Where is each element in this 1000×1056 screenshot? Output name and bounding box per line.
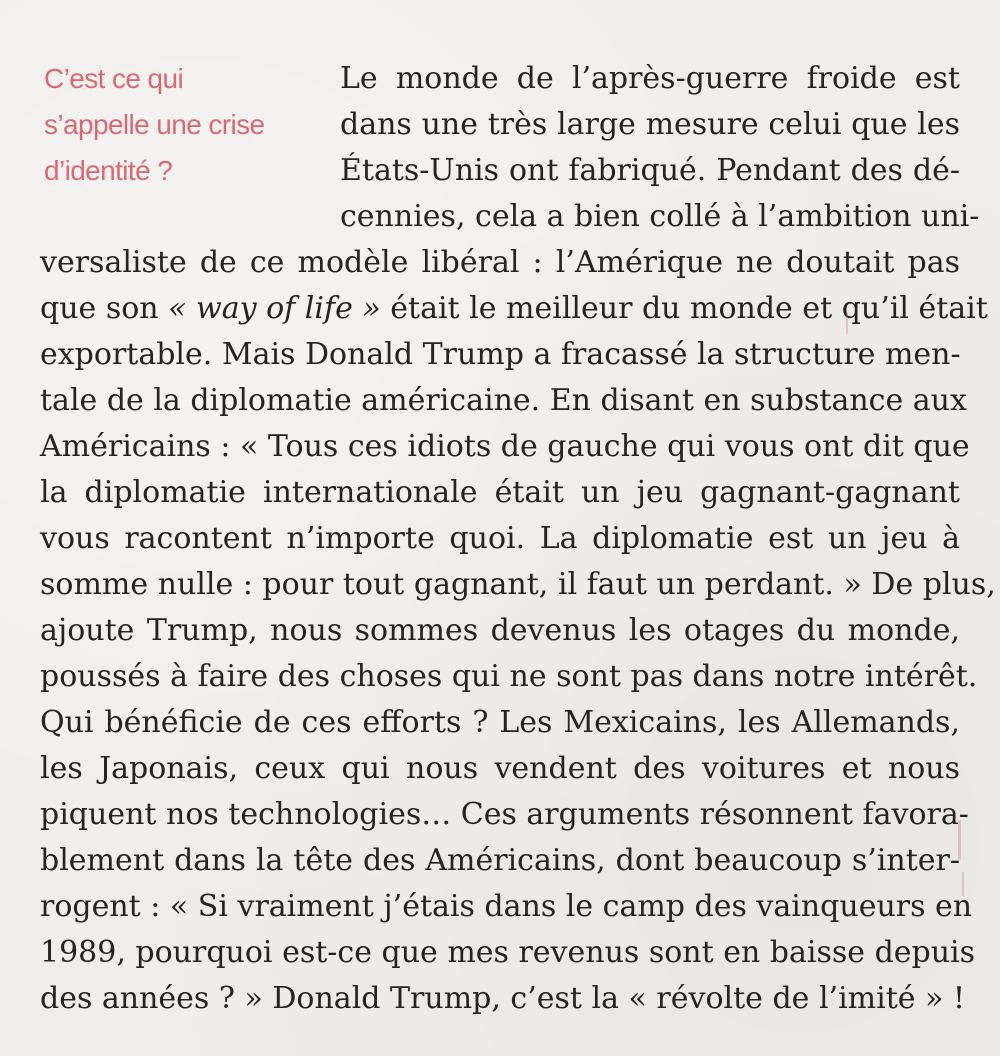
paper-mark — [958, 820, 961, 860]
answer-line-12: somme nulle : pour tout gagnant, il faut un perdant. » De plus, — [40, 567, 996, 602]
answer-line-11: vous racontent n’importe quoi. La diplomatie est un jeu à — [40, 521, 960, 556]
answer-line-4: cennies, cela a bien collé à l’ambition uni- — [340, 199, 980, 234]
answer-line-5: versaliste de ce modèle libéral : l’Amérique ne doutait pas — [40, 245, 960, 280]
answer-line-19: rogent : « Si vraiment j’étais dans le camp des vainqueurs en — [40, 889, 973, 924]
answer-line-1: Le monde de l’après-guerre froide est — [340, 61, 960, 96]
answer-line-9: Américains : « Tous ces idiots de gauche qui vous ont dit que — [40, 429, 970, 464]
answer-line-20: 1989, pourquoi est-ce que mes revenus sont en baisse depuis — [40, 935, 976, 970]
question-line-2: s’appelle une crise — [44, 109, 265, 140]
way-of-life-quote: « way of life » — [168, 291, 381, 326]
answer-line-6-end: était le meilleur du monde et qu’il était — [380, 291, 988, 326]
answer-line-6 — [40, 286, 988, 332]
answer-line-13: ajoute Trump, nous sommes devenus les otages du monde, — [40, 613, 960, 648]
answer-line-14: poussés à faire des choses qui ne sont pas dans notre intérêt. — [40, 659, 978, 694]
answer-line-21: des années ? » Donald Trump, c’est la « révolte de l’imité » ! — [40, 981, 966, 1016]
answer-line-16: les Japonais, ceux qui nous vendent des voitures et nous — [40, 751, 960, 786]
answer-line-15: Qui bénéficie de ces efforts ? Les Mexicains, les Allemands, — [40, 705, 960, 740]
answer-line-10: la diplomatie internationale était un jeu gagnant-gagnant — [40, 475, 960, 510]
answer-line-18: blement dans la tête des Américains, dont beaucoup s’inter- — [40, 843, 960, 878]
answer-line-6-start: que son — [40, 291, 169, 326]
answer-line-17: piquent nos technologies… Ces arguments résonnent favora- — [40, 797, 969, 832]
paper-mark — [962, 872, 964, 896]
answer-line-7: exportable. Mais Donald Trump a fracassé la structure men- — [40, 337, 961, 372]
answer-paragraph — [40, 56, 996, 1022]
question-line-1: C’est ce qui — [44, 63, 184, 94]
paper-mark — [846, 312, 848, 334]
answer-line-2: dans une très large mesure celui que les — [340, 107, 960, 142]
answer-line-3: États-Unis ont fabriqué. Pendant des dé- — [340, 153, 960, 188]
answer-line-8: tale de la diplomatie américaine. En disant en substance aux — [40, 383, 967, 418]
question-line-3: d’identité ? — [44, 155, 173, 186]
